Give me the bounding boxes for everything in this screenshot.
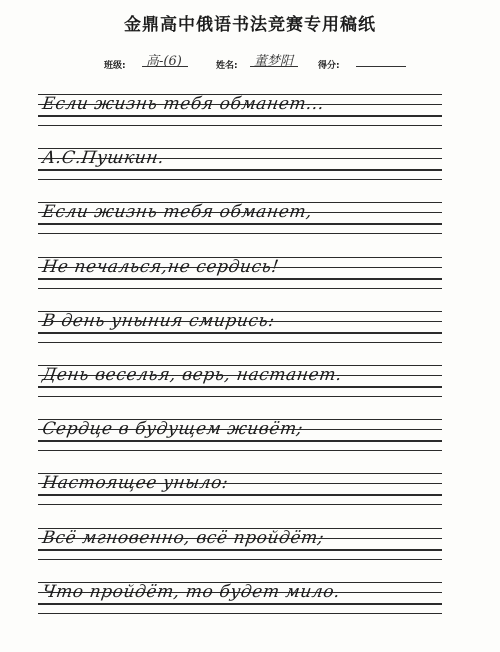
- handwritten-line: В день уныния смирись:: [41, 310, 277, 331]
- guide-rule: [38, 613, 442, 614]
- class-label: 班级:: [104, 61, 126, 71]
- handwritten-line: А.С.Пушкин.: [41, 148, 166, 169]
- handwritten-line: Что пройдёт, то будет мило.: [41, 581, 342, 602]
- handwritten-line: Сердце в будущем живёт;: [41, 419, 305, 440]
- baseline-rule: [38, 332, 442, 334]
- name-value: 董梦阳: [254, 54, 294, 69]
- baseline-rule: [38, 603, 442, 605]
- name-label: 姓名:: [216, 61, 238, 71]
- score-label: 得分:: [318, 61, 340, 71]
- guide-rule: [38, 179, 442, 180]
- writing-row: [38, 198, 442, 238]
- writing-row: [38, 469, 442, 509]
- guide-rule: [38, 342, 442, 343]
- sheet-title: 金鼎高中俄语书法竞赛专用稿纸: [124, 15, 376, 35]
- guide-rule: [38, 559, 442, 560]
- writing-row: [38, 253, 442, 293]
- guide-rule: [38, 233, 442, 234]
- name-underline: [250, 66, 298, 67]
- baseline-rule: [38, 169, 442, 171]
- writing-row: [38, 307, 442, 347]
- writing-row: [38, 578, 442, 618]
- writing-row: [38, 361, 442, 401]
- writing-row: [38, 144, 442, 184]
- handwritten-line: Всё мгновенно, всё пройдёт;: [41, 527, 326, 548]
- guide-rule: [38, 504, 442, 505]
- handwritten-line: Если жизнь тебя обманет,: [41, 202, 314, 223]
- class-value: 高-(6): [146, 54, 182, 69]
- score-underline: [356, 66, 406, 67]
- guide-rule: [38, 288, 442, 289]
- handwritten-line: Не печалься,не сердись!: [41, 256, 281, 277]
- baseline-rule: [38, 278, 442, 280]
- baseline-rule: [38, 494, 442, 496]
- baseline-rule: [38, 440, 442, 442]
- baseline-rule: [38, 549, 442, 551]
- baseline-rule: [38, 115, 442, 117]
- class-underline: [142, 66, 188, 67]
- baseline-rule: [38, 386, 442, 388]
- baseline-rule: [38, 223, 442, 225]
- writing-row: [38, 415, 442, 455]
- guide-rule: [38, 396, 442, 397]
- guide-rule: [38, 450, 442, 451]
- writing-row: [38, 524, 442, 564]
- writing-row: [38, 90, 442, 130]
- handwritten-line: Если жизнь тебя обманет...: [41, 94, 326, 114]
- guide-rule: [38, 125, 442, 126]
- student-info-row: [0, 52, 500, 74]
- handwritten-line: День веселья, верь, настанет.: [41, 365, 344, 385]
- handwritten-line: Настоящее уныло:: [41, 473, 230, 494]
